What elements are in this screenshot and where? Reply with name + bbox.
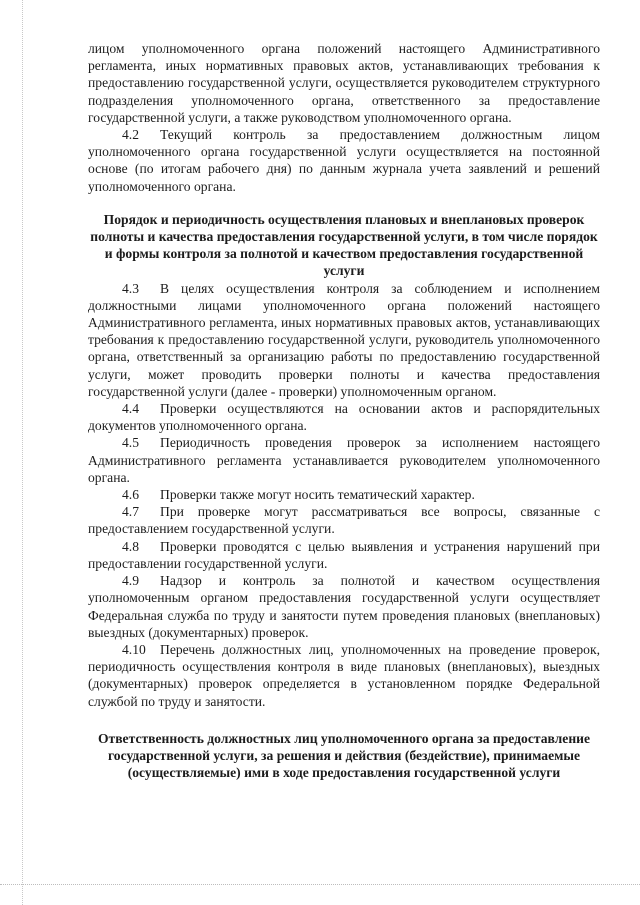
paragraph-text: Периодичность проведения проверок за исполнением настоящего Административного регламента устанавливается руководителем уполномоченного органа. [88, 435, 600, 485]
paragraph-continuation [88, 40, 600, 126]
paragraph-number: 4.2 [122, 127, 139, 143]
paragraph-number: 4.4 [122, 401, 139, 417]
paragraph-number: 4.9 [122, 573, 139, 589]
paragraph-text: Проверки также могут носить тематический характер. [160, 487, 475, 503]
paragraph-4-7 [88, 503, 600, 537]
document-body [88, 40, 600, 781]
section-heading-inspections: Порядок и периодичность осуществления плановых и внеплановых проверок полноты и качества предоставления государственной услуги, в том числе порядок и формы контроля за полнотой и качеством предоставления государственной услуги [90, 211, 598, 279]
paragraph-4-9 [88, 572, 600, 641]
paragraph-4-3 [88, 280, 600, 400]
paragraph-text: Надзор и контроль за полнотой и качеством осуществления уполномоченным органом предоставления государственной услуги осуществляет Федеральная служба по труду и занятости путем проведения плановых (внеплановых) выездных (документарных) проверок. [88, 573, 600, 640]
paragraph-4-2 [88, 126, 600, 195]
scan-edge-line [22, 0, 23, 905]
scan-bottom-edge [0, 884, 640, 885]
paragraph-4-10 [88, 641, 600, 710]
paragraph-number: 4.6 [122, 487, 139, 503]
paragraph-number: 4.7 [122, 504, 139, 520]
paragraph-number: 4.10 [122, 641, 146, 657]
paragraph-text: Проверки проводятся с целью выявления и устранения нарушений при предоставлении государственной услуги. [88, 538, 600, 571]
paragraph-text: лицом уполномоченного органа положений настоящего Административного регламента, иных нормативных правовых актов, устанавливающих требования к предоставлению государственной услуги, осуществляется руководителем структурного подразделения уполномоченного органа, ответственного за предоставление государственной услуги, а также руководством уполномоченного органа. [88, 41, 600, 125]
paragraph-text: При проверке могут рассматриваться все вопросы, связанные с предоставлением государственной услуги. [88, 504, 600, 537]
paragraph-text: Перечень должностных лиц, уполномоченных на проведение проверок, периодичность осуществления контроля в виде плановых (внеплановых), выездных (документарных) проверок определяется в установленном порядке Федеральной службой по труду и занятости. [88, 641, 600, 709]
paragraph-number: 4.3 [122, 280, 139, 296]
paragraph-number: 4.5 [122, 435, 139, 451]
paragraph-text: В целях осуществления контроля за соблюдением и исполнением должностными лицами уполномоченного органа положений настоящего Административного регламента, иных нормативных правовых актов, устанавливающих требования к предоставлению государственной услуги, руководитель уполномоченного органа, ответственный за организацию работы по предоставлению государственной услуги, может проводить проверки полноты и качества предоставления государственной услуги (далее - проверки) уполномоченным органом. [88, 280, 600, 399]
paragraph-4-6 [88, 486, 600, 503]
paragraph-4-8 [88, 538, 600, 572]
paragraph-text: Проверки осуществляются на основании актов и распорядительных документов уполномоченного органа. [88, 401, 600, 434]
paragraph-4-5 [88, 434, 600, 486]
paragraph-text: Текущий контроль за предоставлением должностным лицом уполномоченного органа государственной услуги осуществляется на постоянной основе (по итогам рабочего дня) по данным журнала учета заявлений и решений уполномоченного органа. [88, 127, 600, 194]
paragraph-4-4 [88, 400, 600, 434]
section-heading-responsibility: Ответственность должностных лиц уполномоченного органа за предоставление государственной услуги, за решения и действия (бездействие), принимаемые (осуществляемые) ими в ходе предоставления государственной услуги [97, 730, 591, 781]
paragraph-number: 4.8 [122, 538, 139, 554]
